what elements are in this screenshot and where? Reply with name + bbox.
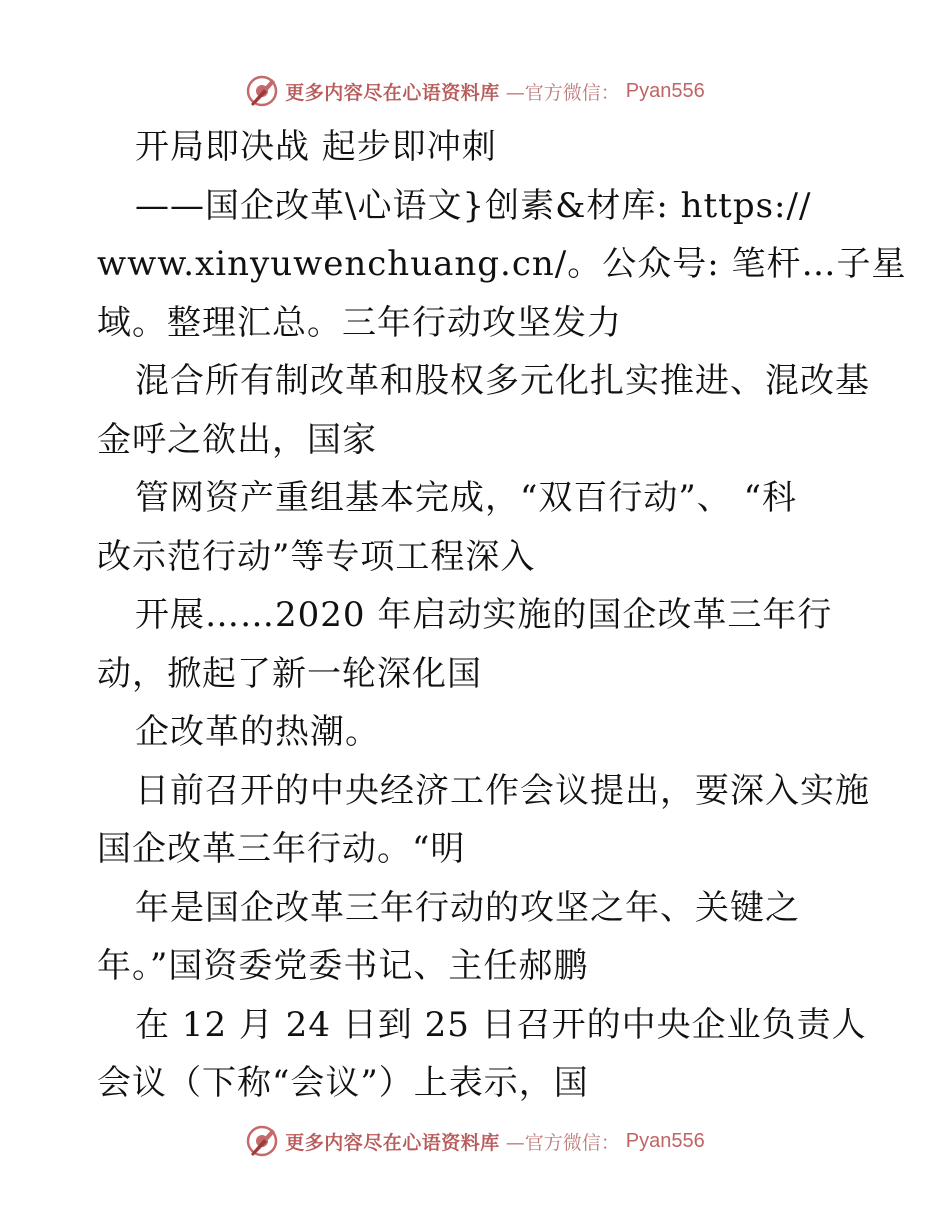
banner-text: 更多内容尽在心语资料库	[285, 81, 500, 104]
banner-wechat-id: Pyan556	[625, 1129, 705, 1152]
text-line: www.xinyuwenchuang.cn/。公众号: 笔杆…子星	[97, 244, 907, 284]
banner-text: 更多内容尽在心语资料库	[285, 1131, 500, 1154]
banner-wechat-id: Pyan556	[625, 79, 705, 102]
text-line: 改示范行动”等专项工程深入	[97, 536, 536, 577]
document-body	[97, 118, 907, 1113]
footer-banner	[0, 1121, 950, 1161]
text-line: 在 12 月 24 日到 25 日召开的中央企业负责人	[135, 1004, 867, 1045]
text-line: 企改革的热潮。	[135, 712, 380, 752]
pen-logo-icon	[245, 74, 279, 108]
text-line: 混合所有制改革和股权多元化扎实推进、混改基	[135, 361, 870, 401]
text-line: 国企改革三年行动。“明	[97, 829, 466, 869]
text-line: ——国企改革\心语文}创素&材库: https://	[135, 185, 812, 226]
text-line: 开展……2020 年启动实施的国企改革三年行	[135, 595, 833, 635]
text-line: 金呼之欲出，国家	[97, 419, 377, 460]
header-banner	[0, 71, 950, 111]
text-line: 日前召开的中央经济工作会议提出，要深入实施	[135, 770, 870, 811]
banner-separator: —官方微信：	[505, 1131, 620, 1154]
text-line: 动，掀起了新一轮深化国	[97, 653, 482, 694]
banner-separator: —官方微信：	[505, 81, 620, 104]
document-title: 开局即决战 起步即冲刺	[135, 127, 497, 167]
text-line: 年。”国资委党委书记、主任郝鹏	[97, 946, 589, 986]
text-line: 管网资产重组基本完成，“双百行动”、 “科	[135, 478, 797, 518]
text-line: 会议（下称“会议”）上表示，国	[97, 1063, 589, 1103]
pen-logo-icon	[245, 1124, 279, 1158]
text-line: 域。整理汇总。三年行动攻坚发力	[97, 302, 622, 343]
text-line: 年是国企改革三年行动的攻坚之年、关键之	[135, 887, 800, 928]
